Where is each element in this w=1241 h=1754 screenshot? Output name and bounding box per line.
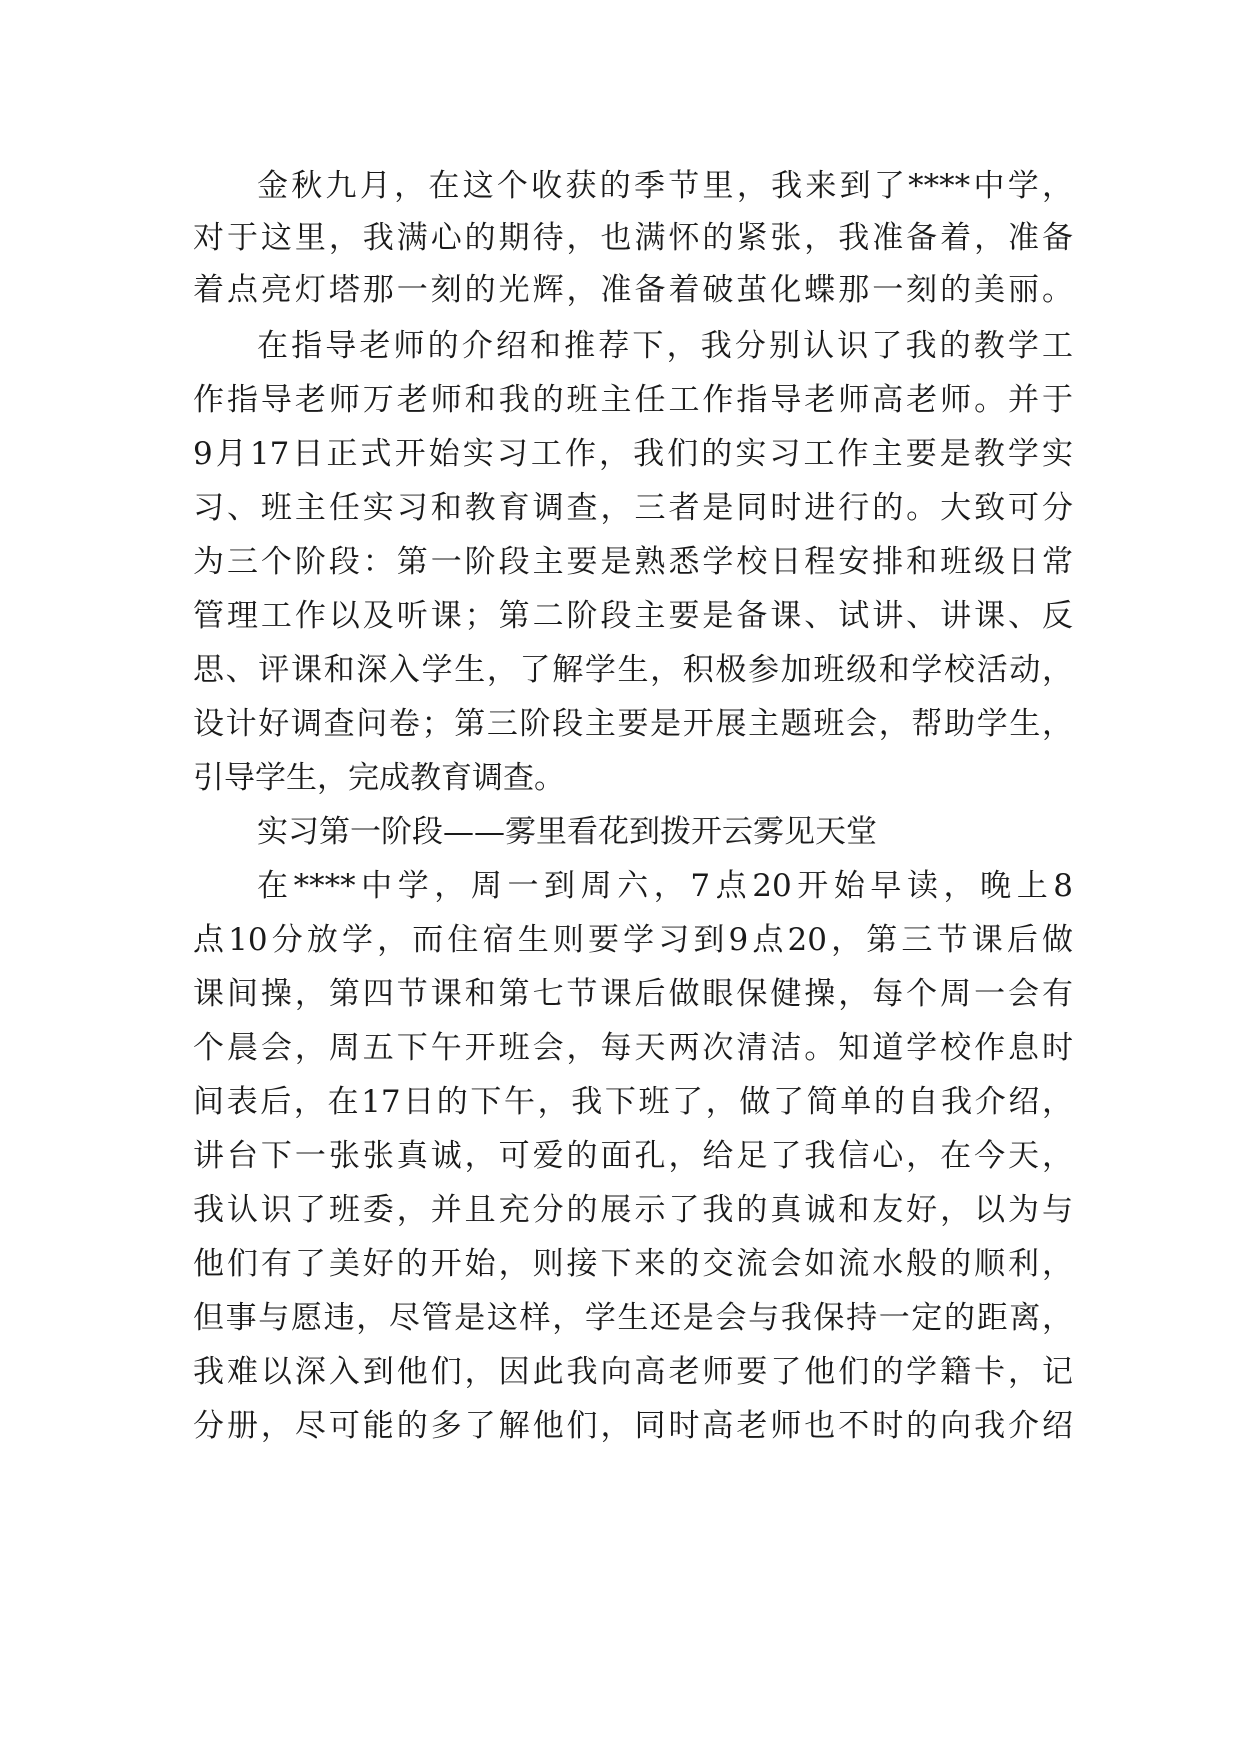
paragraph-3-line-5: 间表后，在17日的下午，我下班了，做了简单的自我介绍，	[193, 1084, 1073, 1120]
paragraph-2-line-2: 作指导老师万老师和我的班主任工作指导老师高老师。并于	[193, 382, 1073, 418]
paragraph-3-line-8: 他们有了美好的开始，则接下来的交流会如流水般的顺利，	[193, 1246, 1073, 1282]
paragraph-2-line-1: 在指导老师的介绍和推荐下，我分别认识了我的教学工	[257, 328, 1073, 364]
paragraph-3-line-9: 但事与愿违，尽管是这样，学生还是会与我保持一定的距离，	[193, 1300, 1073, 1336]
paragraph-3-line-4: 个晨会，周五下午开班会，每天两次清洁。知道学校作息时	[193, 1030, 1073, 1066]
paragraph-1-line-2: 对于这里，我满心的期待，也满怀的紧张，我准备着，准备	[193, 220, 1073, 256]
paragraph-2-line-3: 9月17日正式开始实习工作，我们的实习工作主要是教学实	[193, 436, 1073, 472]
paragraph-3-line-3: 课间操，第四节课和第七节课后做眼保健操，每个周一会有	[193, 976, 1073, 1012]
paragraph-2-line-9: 引导学生，完成教育调查。	[193, 760, 565, 796]
paragraph-3-line-2: 点10分放学，而住宿生则要学习到9点20，第三节课后做	[193, 922, 1073, 958]
paragraph-3-line-10: 我难以深入到他们，因此我向高老师要了他们的学籍卡，记	[193, 1354, 1073, 1390]
paragraph-2-line-7: 思、评课和深入学生，了解学生，积极参加班级和学校活动，	[193, 652, 1073, 688]
section-heading: 实习第一阶段——雾里看花到拨开云雾见天堂	[257, 814, 877, 850]
paragraph-1-line-3: 着点亮灯塔那一刻的光辉，准备着破茧化蝶那一刻的美丽。	[193, 272, 1073, 308]
paragraph-1-line-1: 金秋九月，在这个收获的季节里，我来到了****中学，	[257, 168, 1073, 204]
paragraph-2-line-6: 管理工作以及听课；第二阶段主要是备课、试讲、讲课、反	[193, 598, 1073, 634]
paragraph-3-line-1: 在****中学，周一到周六，7点20开始早读，晚上8	[257, 868, 1073, 904]
paragraph-2-line-8: 设计好调查问卷；第三阶段主要是开展主题班会，帮助学生，	[193, 706, 1073, 742]
paragraph-3-line-6: 讲台下一张张真诚，可爱的面孔，给足了我信心，在今天，	[193, 1138, 1073, 1174]
paragraph-2-line-4: 习、班主任实习和教育调查，三者是同时进行的。大致可分	[193, 490, 1073, 526]
paragraph-3-line-11: 分册，尽可能的多了解他们，同时高老师也不时的向我介绍	[193, 1408, 1073, 1444]
paragraph-2-line-5: 为三个阶段：第一阶段主要是熟悉学校日程安排和班级日常	[193, 544, 1073, 580]
paragraph-3-line-7: 我认识了班委，并且充分的展示了我的真诚和友好，以为与	[193, 1192, 1073, 1228]
